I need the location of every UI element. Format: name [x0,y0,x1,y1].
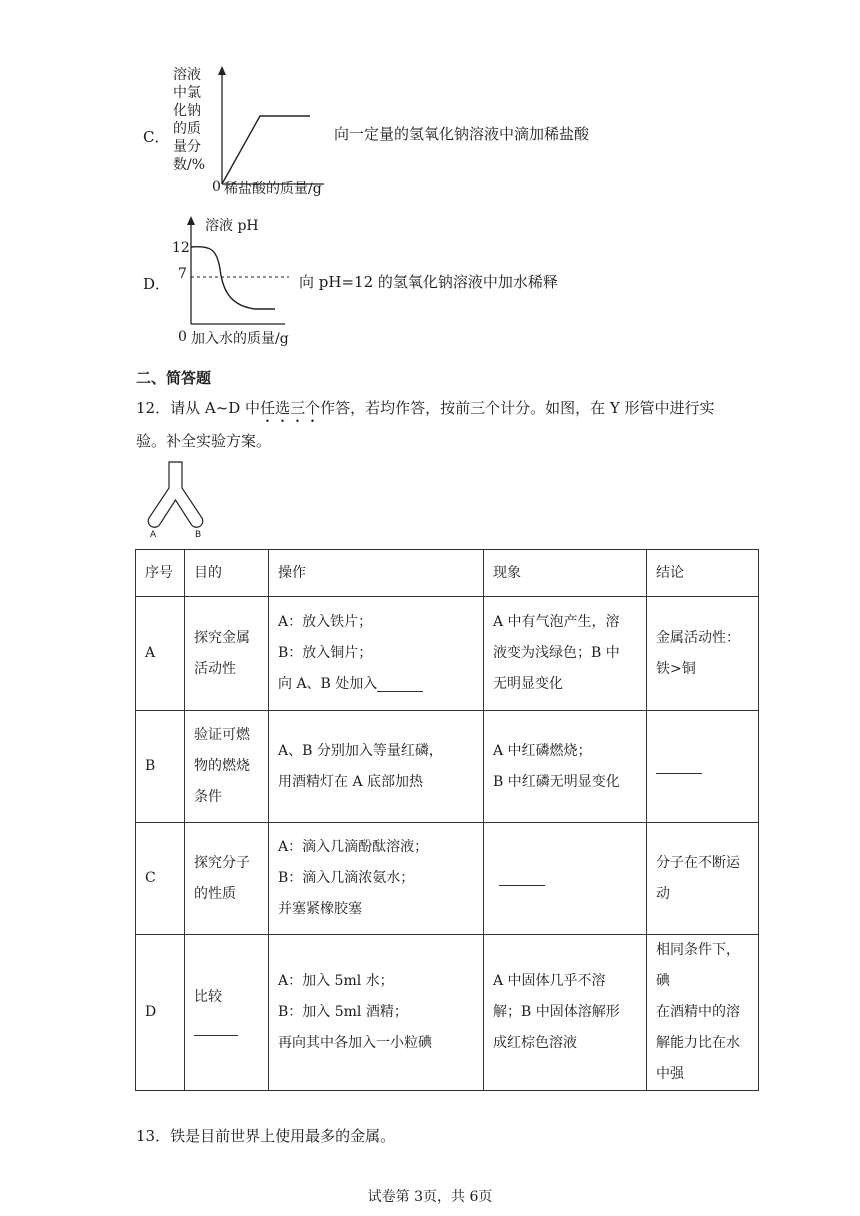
option-d-curve [191,247,275,309]
row-a-purpose: 探究金属 活动性 [185,597,269,711]
row-d-conclusion: 相同条件下，碘 在酒精中的溶 解能力比在水 中强 [647,935,759,1091]
option-d-ytick-12: 12 [172,240,190,256]
option-d-description: 向 pH=12 的氢氧化钠溶液中加水稀释 [299,273,558,291]
table-row [136,935,759,1091]
option-c-curve [222,116,310,184]
option-d-letter: D． [143,275,171,293]
row-a-phenomenon: A 中有气泡产生，溶 液变为浅绿色；B 中 无明显变化 [484,597,647,711]
option-c-ylabel: 溶液 中氯 化钠 的质 量分 数/% [173,67,206,173]
row-b-conclusion-blank[interactable] [656,759,702,774]
row-c-conclusion: 分子在不断运 动 [647,823,759,935]
option-d-y-arrow [187,216,195,225]
option-d-xlabel: 加入水的质量/g [191,331,289,347]
option-c-origin: 0 [212,179,221,195]
question-12-text [136,393,776,456]
option-c-description: 向一定量的氢氧化钠溶液中滴加稀盐酸 [334,125,590,143]
row-c-operation: A：滴入几滴酚酞溶液； B：滴入几滴浓氨水； 并塞紧橡胶塞 [269,823,484,935]
row-d-purpose-blank[interactable] [194,1021,238,1036]
header-phenomenon: 现象 [484,550,647,597]
table-row [136,711,759,823]
y-tube-label-b: B [195,530,202,540]
table-header-row [136,550,759,597]
option-d-origin: 0 [178,329,187,345]
option-d-graph [185,214,293,326]
question-12-rest: 作答，若均作答，按前三个计分。如图，在 Y 形管中进行实 [320,399,715,417]
row-a-conclusion: 金属活动性： 铁>铜 [647,597,759,711]
question-12-emphasis: 任选三个 [260,399,321,417]
question-12-number: 12．请从 A~D 中 [136,399,261,417]
row-d-phenomenon: A 中固体几乎不溶 解；B 中固体溶解形 成红棕色溶液 [484,935,647,1091]
section-title: 二、简答题 [136,369,212,387]
option-c-y-arrow [218,66,226,75]
header-id: 序号 [136,550,185,597]
table-row [136,823,759,935]
experiment-table [135,549,759,1091]
row-c-purpose: 探究分子 的性质 [185,823,269,935]
y-tube-label-a: A [150,530,157,540]
row-a-id: A [136,597,185,711]
option-c-xlabel: 稀盐酸的质量/g [224,181,322,197]
row-b-operation: A、B 分别加入等量红磷， 用酒精灯在 A 底部加热 [269,711,484,823]
y-tube-outline [148,462,203,527]
row-c-phenomenon-blank[interactable] [499,871,545,886]
row-a-operation: A：放入铁片； B：放入铜片； 向 A、B 处加入 [269,597,484,711]
row-b-conclusion [647,711,759,823]
option-d-ylabel: 溶液 pH [205,218,259,234]
option-c-letter: C． [143,128,170,146]
question-13-text: 13．铁是目前世界上使用最多的金属。 [136,1127,396,1145]
row-d-id: D [136,935,185,1091]
question-12-line2: 验。补全实验方案。 [136,432,272,450]
page-footer: 试卷第 3页，共 6页 [367,1189,493,1205]
table-row [136,597,759,711]
row-d-purpose: 比较 [185,935,269,1091]
option-d-ytick-7: 7 [178,266,187,282]
row-b-purpose: 验证可燃 物的燃烧 条件 [185,711,269,823]
y-tube-diagram [146,460,208,528]
header-conclusion: 结论 [647,550,759,597]
header-operation: 操作 [269,550,484,597]
header-purpose: 目的 [185,550,269,597]
row-d-operation: A：加入 5ml 水； B：加入 5ml 酒精； 再向其中各加入一小粒碘 [269,935,484,1091]
row-a-operation-blank[interactable] [377,677,423,692]
row-b-id: B [136,711,185,823]
option-c-graph [212,66,327,186]
row-c-id: C [136,823,185,935]
row-c-phenomenon [484,823,647,935]
row-b-phenomenon: A 中红磷燃烧； B 中红磷无明显变化 [484,711,647,823]
